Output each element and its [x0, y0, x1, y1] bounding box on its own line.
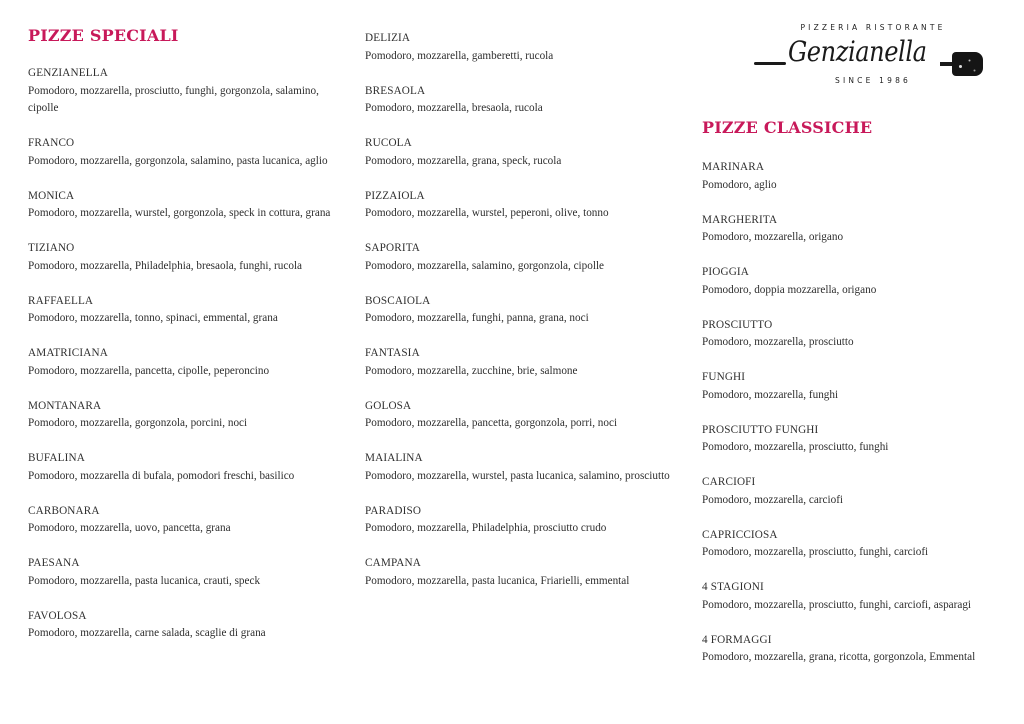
pizza-ingredients: Pomodoro, mozzarella, uovo, pancetta, grana	[28, 522, 231, 534]
menu-item	[28, 188, 338, 223]
menu-list-speciali-2	[365, 30, 675, 608]
pizza-name: PIZZAIOLA	[365, 189, 425, 202]
pizza-peel-icon	[952, 52, 983, 76]
logo-brand-name: Genzianella	[788, 35, 927, 68]
pizza-name: GENZIANELLA	[28, 67, 108, 79]
pizza-ingredients: Pomodoro, mozzarella, wurstel, gorgonzola, speck in cottura, grana	[28, 207, 331, 219]
pizza-name: FANTASIA	[365, 347, 420, 359]
pizza-name: SAPORITA	[365, 242, 421, 254]
menu-item	[702, 527, 1017, 562]
menu-item	[28, 293, 338, 328]
pizza-name: CAPRICCIOSA	[702, 528, 778, 541]
menu-item	[28, 135, 338, 170]
pizza-ingredients: Pomodoro, mozzarella, salamino, gorgonzola, cipolle	[365, 259, 605, 272]
pizza-ingredients: Pomodoro, mozzarella, bresaola, rucola	[365, 102, 543, 114]
pizza-ingredients: Pomodoro, mozzarella, zucchine, brie, salmone	[365, 364, 578, 377]
pizza-ingredients: Pomodoro, mozzarella, prosciutto, funghi	[702, 441, 889, 453]
pizza-ingredients: Pomodoro, mozzarella di bufala, pomodori freschi, basilico	[28, 469, 295, 482]
pizza-ingredients: Pomodoro, mozzarella, funghi	[702, 388, 839, 401]
menu-item	[28, 608, 338, 643]
menu-item	[28, 450, 338, 485]
pizza-ingredients: Pomodoro, mozzarella, carciofi	[702, 493, 844, 506]
menu-item	[365, 398, 675, 433]
pizza-name: MONICA	[28, 189, 75, 202]
pizza-ingredients: Pomodoro, mozzarella, gorgonzola, salamino, pasta lucanica, aglio	[28, 154, 328, 167]
pizza-ingredients: Pomodoro, mozzarella, pancetta, gorgonzola, porri, noci	[365, 417, 618, 429]
logo-tagline-bottom: SINCE 1986	[834, 76, 912, 85]
menu-list-speciali-1	[28, 65, 338, 660]
menu-item	[28, 345, 338, 380]
pizza-name: CAMPANA	[365, 557, 421, 569]
menu-item	[28, 398, 338, 433]
menu-item	[365, 240, 675, 275]
menu-item	[702, 264, 1017, 299]
menu-item	[28, 555, 338, 590]
pizza-ingredients: Pomodoro, mozzarella, grana, ricotta, gorgonzola, Emmental	[702, 651, 976, 663]
menu-item	[365, 30, 675, 65]
section-title-classiche: PIZZE CLASSICHE	[702, 118, 873, 137]
menu-item	[365, 555, 675, 590]
menu-item	[365, 135, 675, 170]
menu-item	[702, 632, 1017, 667]
pizza-ingredients: Pomodoro, mozzarella, funghi, panna, grana, noci	[365, 312, 589, 324]
pizza-ingredients: Pomodoro, mozzarella, pasta lucanica, crauti, speck	[28, 574, 261, 587]
menu-item	[365, 345, 675, 380]
pizza-name: CARBONARA	[28, 504, 100, 517]
pizza-ingredients: Pomodoro, mozzarella, carne salada, scaglie di grana	[28, 627, 266, 639]
pizza-ingredients: Pomodoro, mozzarella, prosciutto, funghi, carciofi	[702, 546, 929, 558]
menu-item	[702, 422, 1017, 457]
pizza-name: DELIZIA	[365, 32, 411, 44]
pizza-ingredients: Pomodoro, mozzarella, grana, speck, rucola	[365, 154, 562, 167]
pizza-name: RAFFAELLA	[28, 294, 94, 307]
pizza-ingredients: Pomodoro, mozzarella, wurstel, peperoni, olive, tonno	[365, 207, 609, 219]
pizza-name: FRANCO	[28, 137, 75, 149]
pizza-name: FUNGHI	[702, 371, 746, 383]
pizza-name: TIZIANO	[28, 242, 75, 254]
pizza-name: RUCOLA	[365, 137, 412, 149]
menu-list-classiche	[702, 159, 1017, 684]
pizza-ingredients: Pomodoro, mozzarella, prosciutto	[702, 336, 854, 348]
pizza-ingredients: Pomodoro, aglio	[702, 178, 777, 191]
menu-item	[702, 212, 1017, 247]
pizza-name: PROSCIUTTO	[702, 318, 773, 331]
menu-item	[702, 369, 1017, 404]
logo-line-decoration	[754, 62, 786, 65]
menu-item	[365, 450, 675, 485]
pizza-name: BRESAOLA	[365, 84, 426, 97]
menu-item	[365, 188, 675, 223]
pizza-name: BUFALINA	[28, 452, 85, 464]
menu-item	[28, 65, 338, 118]
menu-item	[702, 159, 1017, 194]
menu-item	[702, 317, 1017, 352]
pizza-ingredients: Pomodoro, mozzarella, origano	[702, 231, 844, 243]
pizza-ingredients: Pomodoro, mozzarella, gamberetti, rucola	[365, 49, 554, 62]
pizza-ingredients: Pomodoro, mozzarella, pasta lucanica, Friarielli, emmental	[365, 574, 630, 587]
menu-item	[702, 579, 1017, 614]
section-title-speciali: PIZZE SPECIALI	[28, 26, 179, 45]
pizza-name: AMATRICIANA	[28, 347, 108, 359]
pizza-ingredients: Pomodoro, mozzarella, prosciutto, funghi, gorgonzola, salamino, cipolle	[28, 84, 319, 114]
pizza-name: 4 FORMAGGI	[702, 633, 772, 646]
pizza-ingredients: Pomodoro, mozzarella, Philadelphia, prosciutto crudo	[365, 522, 607, 534]
pizza-name: MARINARA	[702, 161, 765, 173]
pizza-name: 4 STAGIONI	[702, 581, 764, 593]
pizza-ingredients: Pomodoro, mozzarella, wurstel, pasta lucanica, salamino, prosciutto	[365, 469, 670, 482]
pizza-ingredients: Pomodoro, mozzarella, prosciutto, funghi, carciofi, asparagi	[702, 598, 972, 611]
pizza-name: CARCIOFI	[702, 476, 756, 488]
pizza-ingredients: Pomodoro, doppia mozzarella, origano	[702, 283, 877, 296]
pizza-name: PARADISO	[365, 504, 422, 517]
pizza-name: FAVOLOSA	[28, 609, 87, 622]
pizza-name: PROSCIUTTO FUNGHI	[702, 423, 819, 436]
pizza-name: GOLOSA	[365, 399, 412, 412]
menu-item	[702, 474, 1017, 509]
menu-item	[365, 83, 675, 118]
menu-item	[365, 293, 675, 328]
pizza-ingredients: Pomodoro, mozzarella, tonno, spinaci, emmental, grana	[28, 312, 278, 324]
pizza-ingredients: Pomodoro, mozzarella, pancetta, cipolle, peperoncino	[28, 364, 270, 377]
menu-item	[28, 240, 338, 275]
menu-item	[28, 503, 338, 538]
pizza-name: MAIALINA	[365, 452, 423, 464]
pizza-name: PIOGGIA	[702, 266, 750, 278]
pizza-ingredients: Pomodoro, mozzarella, gorgonzola, porcini, noci	[28, 417, 248, 429]
pizza-name: BOSCAIOLA	[365, 294, 431, 307]
pizza-name: MARGHERITA	[702, 213, 778, 226]
logo-tagline-top: PIZZERIA RISTORANTE	[800, 23, 946, 32]
menu-item	[365, 503, 675, 538]
pizza-name: MONTANARA	[28, 399, 102, 412]
restaurant-logo	[752, 22, 988, 90]
pizza-name: PAESANA	[28, 557, 80, 569]
pizza-ingredients: Pomodoro, mozzarella, Philadelphia, bresaola, funghi, rucola	[28, 259, 303, 272]
